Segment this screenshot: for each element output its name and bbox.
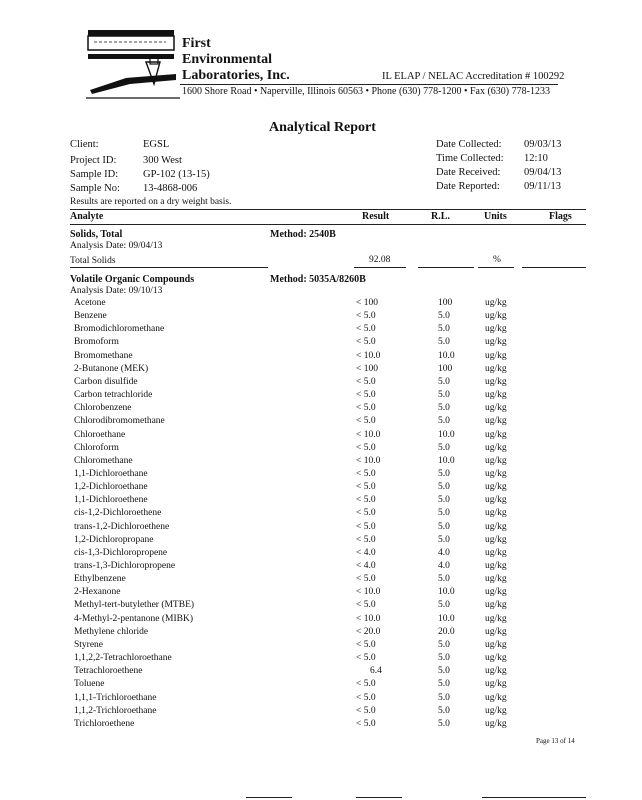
voc-rl-cell: 4.0 <box>438 561 450 571</box>
voc-analyte-cell: 1,1,2,2-Tetrachloroethane <box>74 653 172 663</box>
voc-rl-cell: 5.0 <box>438 324 450 334</box>
solids-rule-result <box>354 267 406 268</box>
footer-rule-2 <box>356 797 402 798</box>
voc-rl-cell: 5.0 <box>438 535 450 545</box>
voc-rl-cell: 5.0 <box>438 653 450 663</box>
voc-result-cell: < 5.0 <box>356 324 376 334</box>
voc-rl-cell: 5.0 <box>438 600 450 610</box>
voc-analyte-cell: Methylene chloride <box>74 627 149 637</box>
voc-rl-cell: 5.0 <box>438 337 450 347</box>
voc-analyte-cell: Ethylbenzene <box>74 574 126 584</box>
voc-rl-cell: 10.0 <box>438 351 455 361</box>
voc-units-cell: ug/kg <box>485 390 507 400</box>
voc-units-cell: ug/kg <box>485 443 507 453</box>
voc-analyte-cell: Bromomethane <box>74 351 133 361</box>
voc-rl-cell: 5.0 <box>438 390 450 400</box>
voc-result-cell: < 10.0 <box>356 587 381 597</box>
voc-units-cell: ug/kg <box>485 679 507 689</box>
voc-analyte-cell: 1,2-Dichloroethane <box>74 482 148 492</box>
time-collected-label: Time Collected: <box>436 153 504 164</box>
voc-analyte-cell: cis-1,2-Dichloroethene <box>74 508 162 518</box>
client-value: EGSL <box>143 139 170 150</box>
voc-units-cell: ug/kg <box>485 522 507 532</box>
voc-section-title: Volatile Organic Compounds <box>70 274 195 285</box>
voc-result-cell: < 100 <box>356 298 378 308</box>
voc-units-cell: ug/kg <box>485 600 507 610</box>
voc-units-cell: ug/kg <box>485 587 507 597</box>
voc-units-cell: ug/kg <box>485 482 507 492</box>
voc-units-cell: ug/kg <box>485 324 507 334</box>
voc-units-cell: ug/kg <box>485 364 507 374</box>
voc-analyte-cell: Benzene <box>74 311 107 321</box>
voc-rl-cell: 5.0 <box>438 482 450 492</box>
solids-rule-flags <box>522 267 586 268</box>
total-solids-analyte: Total Solids <box>70 256 116 266</box>
voc-units-cell: ug/kg <box>485 416 507 426</box>
voc-analyte-cell: Trichloroethene <box>74 719 135 729</box>
voc-method: Method: 5035A/8260B <box>270 274 366 285</box>
voc-units-cell: ug/kg <box>485 693 507 703</box>
solids-rule-units <box>478 267 514 268</box>
date-reported-label: Date Reported: <box>436 181 500 192</box>
voc-result-cell: < 10.0 <box>356 456 381 466</box>
voc-analyte-cell: Methyl-tert-butylether (MTBE) <box>74 600 195 610</box>
voc-units-cell: ug/kg <box>485 403 507 413</box>
voc-rl-cell: 5.0 <box>438 706 450 716</box>
solids-method: Method: 2540B <box>270 229 336 240</box>
voc-rl-cell: 100 <box>438 298 453 308</box>
voc-units-cell: ug/kg <box>485 719 507 729</box>
solids-rule-analyte <box>70 267 268 268</box>
time-collected-value: 12:10 <box>524 153 548 164</box>
voc-units-cell: ug/kg <box>485 574 507 584</box>
voc-units-cell: ug/kg <box>485 495 507 505</box>
voc-units-cell: ug/kg <box>485 548 507 558</box>
voc-rl-cell: 5.0 <box>438 311 450 321</box>
voc-analyte-cell: Bromoform <box>74 337 119 347</box>
voc-units-cell: ug/kg <box>485 430 507 440</box>
voc-units-cell: ug/kg <box>485 469 507 479</box>
voc-rl-cell: 10.0 <box>438 456 455 466</box>
voc-analyte-cell: trans-1,2-Dichloroethene <box>74 522 170 532</box>
voc-rl-cell: 4.0 <box>438 548 450 558</box>
report-title: Analytical Report <box>269 120 376 135</box>
voc-rl-cell: 5.0 <box>438 416 450 426</box>
voc-analyte-cell: Carbon tetrachloride <box>74 390 153 400</box>
voc-rl-cell: 5.0 <box>438 495 450 505</box>
sample-no-label: Sample No: <box>70 183 120 194</box>
voc-units-cell: ug/kg <box>485 666 507 676</box>
voc-rl-cell: 10.0 <box>438 614 455 624</box>
voc-result-cell: < 5.0 <box>356 443 376 453</box>
project-id-value: 300 West <box>143 155 182 166</box>
solids-section-title: Solids, Total <box>70 229 123 240</box>
voc-rl-cell: 20.0 <box>438 627 455 637</box>
sample-no-value: 13-4868-006 <box>143 183 198 194</box>
voc-result-cell: < 5.0 <box>356 416 376 426</box>
column-header-result: Result <box>362 211 390 222</box>
voc-analyte-cell: Chloroform <box>74 443 119 453</box>
footer-rule-3 <box>482 797 586 798</box>
total-solids-units: % <box>493 255 501 265</box>
voc-rl-cell: 5.0 <box>438 640 450 650</box>
voc-rl-cell: 5.0 <box>438 666 450 676</box>
voc-analyte-cell: Styrene <box>74 640 104 650</box>
voc-result-cell: < 5.0 <box>356 574 376 584</box>
voc-analyte-cell: 1,2-Dichloropropane <box>74 535 154 545</box>
column-header-bottom-rule <box>70 224 586 225</box>
voc-rl-cell: 5.0 <box>438 443 450 453</box>
voc-result-cell: < 5.0 <box>356 679 376 689</box>
voc-units-cell: ug/kg <box>485 337 507 347</box>
voc-analyte-cell: 1,1,1-Trichloroethane <box>74 693 157 703</box>
date-collected-value: 09/03/13 <box>524 139 562 150</box>
voc-result-cell: < 5.0 <box>356 311 376 321</box>
voc-result-cell: < 5.0 <box>356 495 376 505</box>
voc-result-cell: < 5.0 <box>356 653 376 663</box>
voc-result-cell: < 5.0 <box>356 719 376 729</box>
voc-units-cell: ug/kg <box>485 456 507 466</box>
voc-result-cell: < 5.0 <box>356 482 376 492</box>
date-received-value: 09/04/13 <box>524 167 562 178</box>
voc-analyte-cell: 1,1-Dichloroethane <box>74 469 148 479</box>
voc-rl-cell: 5.0 <box>438 403 450 413</box>
voc-units-cell: ug/kg <box>485 377 507 387</box>
letterhead-divider <box>180 84 558 85</box>
voc-units-cell: ug/kg <box>485 653 507 663</box>
voc-analyte-cell: 2-Butanone (MEK) <box>74 364 149 374</box>
voc-result-cell: < 5.0 <box>356 390 376 400</box>
voc-units-cell: ug/kg <box>485 640 507 650</box>
date-received-label: Date Received: <box>436 167 501 178</box>
voc-result-cell: < 5.0 <box>356 706 376 716</box>
voc-rl-cell: 5.0 <box>438 522 450 532</box>
voc-result-cell: < 10.0 <box>356 614 381 624</box>
voc-rl-cell: 5.0 <box>438 574 450 584</box>
date-reported-value: 09/11/13 <box>524 181 561 192</box>
voc-result-cell: < 5.0 <box>356 522 376 532</box>
voc-analyte-cell: Tetrachloroethene <box>74 666 143 676</box>
voc-analyte-cell: 1,1,2-Trichloroethane <box>74 706 157 716</box>
column-header-units: Units <box>484 211 507 222</box>
voc-rl-cell: 5.0 <box>438 508 450 518</box>
voc-units-cell: ug/kg <box>485 627 507 637</box>
voc-units-cell: ug/kg <box>485 561 507 571</box>
company-name-line-1: First <box>182 36 211 51</box>
voc-result-cell: < 4.0 <box>356 548 376 558</box>
voc-result-cell: 6.4 <box>370 666 382 676</box>
voc-analyte-cell: Acetone <box>74 298 106 308</box>
client-label: Client: <box>70 139 99 150</box>
voc-rl-cell: 10.0 <box>438 430 455 440</box>
voc-analyte-cell: Carbon disulfide <box>74 377 138 387</box>
voc-units-cell: ug/kg <box>485 298 507 308</box>
sample-id-value: GP-102 (13-15) <box>143 169 210 180</box>
voc-rl-cell: 5.0 <box>438 719 450 729</box>
voc-result-cell: < 5.0 <box>356 377 376 387</box>
voc-rl-cell: 10.0 <box>438 587 455 597</box>
voc-units-cell: ug/kg <box>485 535 507 545</box>
basis-note: Results are reported on a dry weight basis. <box>70 197 232 207</box>
voc-analyte-cell: Chloromethane <box>74 456 133 466</box>
voc-result-cell: < 5.0 <box>356 469 376 479</box>
voc-units-cell: ug/kg <box>485 614 507 624</box>
total-solids-result: 92.08 <box>369 255 391 265</box>
sample-id-label: Sample ID: <box>70 169 119 180</box>
voc-analyte-cell: Chloroethane <box>74 430 126 440</box>
footer-rule-1 <box>246 797 292 798</box>
voc-units-cell: ug/kg <box>485 351 507 361</box>
voc-rl-cell: 5.0 <box>438 693 450 703</box>
voc-units-cell: ug/kg <box>485 508 507 518</box>
voc-result-cell: < 4.0 <box>356 561 376 571</box>
voc-analysis-date: Analysis Date: 09/10/13 <box>70 286 163 296</box>
voc-analyte-cell: cis-1,3-Dichloropropene <box>74 548 168 558</box>
voc-result-cell: < 10.0 <box>356 430 381 440</box>
voc-rl-cell: 5.0 <box>438 679 450 689</box>
voc-analyte-cell: Chlorobenzene <box>74 403 132 413</box>
voc-result-cell: < 10.0 <box>356 351 381 361</box>
voc-analyte-cell: Bromodichloromethane <box>74 324 165 334</box>
company-name-line-2: Environmental <box>182 52 272 67</box>
column-header-top-rule <box>70 209 586 210</box>
date-collected-label: Date Collected: <box>436 139 502 150</box>
voc-result-cell: < 5.0 <box>356 535 376 545</box>
voc-result-cell: < 5.0 <box>356 508 376 518</box>
voc-rl-cell: 5.0 <box>438 377 450 387</box>
voc-analyte-cell: 4-Methyl-2-pentanone (MIBK) <box>74 614 193 624</box>
voc-analyte-cell: Chlorodibromomethane <box>74 416 165 426</box>
voc-result-cell: < 5.0 <box>356 337 376 347</box>
solids-rule-rl <box>418 267 474 268</box>
voc-result-cell: < 5.0 <box>356 693 376 703</box>
voc-result-cell: < 5.0 <box>356 403 376 413</box>
voc-result-cell: < 5.0 <box>356 640 376 650</box>
page-number: Page 13 of 14 <box>536 737 575 745</box>
project-id-label: Project ID: <box>70 155 117 166</box>
voc-analyte-cell: 2-Hexanone <box>74 587 121 597</box>
voc-result-cell: < 20.0 <box>356 627 381 637</box>
company-address: 1600 Shore Road • Naperville, Illinois 60563 • Phone (630) 778-1200 • Fax (630) 778-1233 <box>182 86 550 97</box>
accreditation: IL ELAP / NELAC Accreditation # 100292 <box>382 71 565 82</box>
solids-analysis-date: Analysis Date: 09/04/13 <box>70 241 163 251</box>
voc-units-cell: ug/kg <box>485 311 507 321</box>
column-header-rl: R.L. <box>431 211 450 222</box>
voc-rl-cell: 100 <box>438 364 453 374</box>
voc-result-cell: < 100 <box>356 364 378 374</box>
company-logo <box>86 28 180 100</box>
company-name-line-3: Laboratories, Inc. <box>182 68 290 83</box>
column-header-flags: Flags <box>549 211 572 222</box>
voc-analyte-cell: Toluene <box>74 679 105 689</box>
voc-rl-cell: 5.0 <box>438 469 450 479</box>
column-header-analyte: Analyte <box>70 211 104 222</box>
voc-units-cell: ug/kg <box>485 706 507 716</box>
voc-result-cell: < 5.0 <box>356 600 376 610</box>
voc-analyte-cell: trans-1,3-Dichloropropene <box>74 561 176 571</box>
voc-analyte-cell: 1,1-Dichloroethene <box>74 495 148 505</box>
